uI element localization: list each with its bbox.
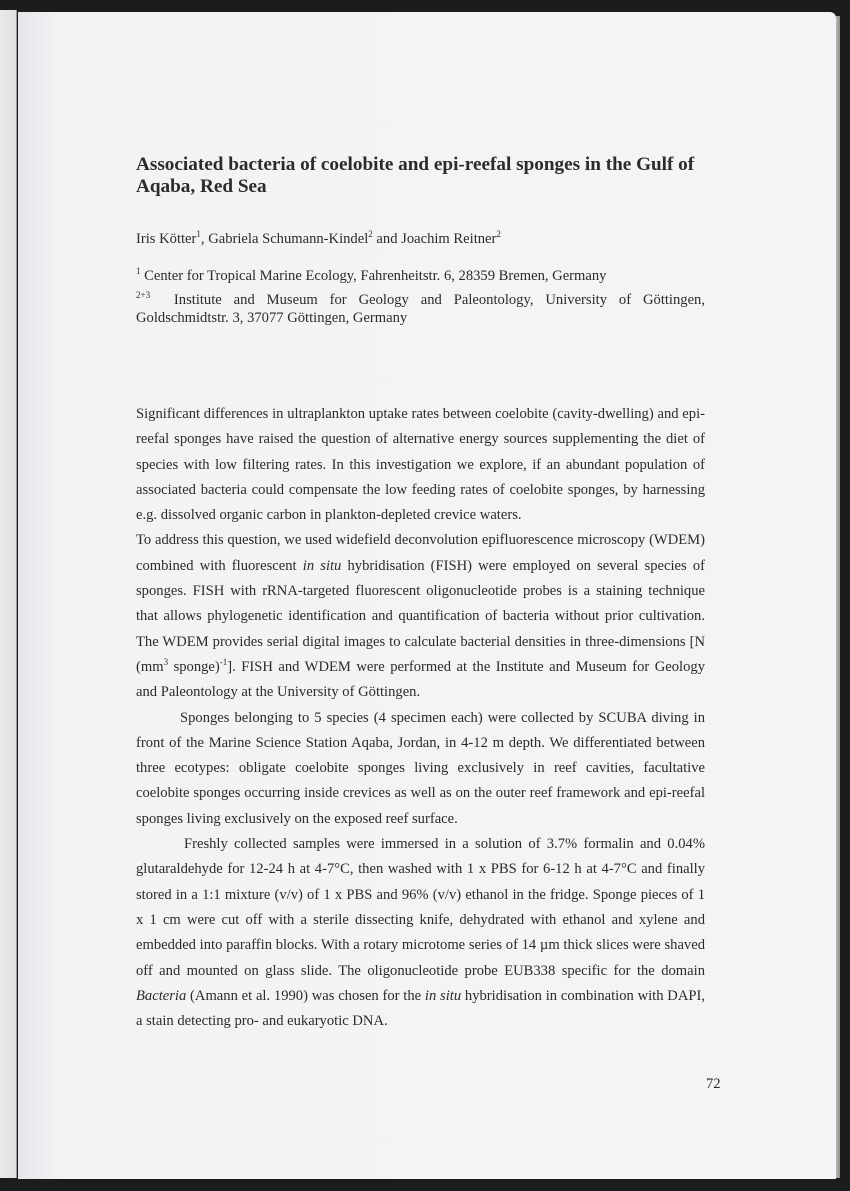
page-edge-shadow	[836, 16, 840, 1178]
author-affiliation-mark: 1	[196, 229, 201, 239]
author-affiliation-mark: 2	[368, 229, 373, 239]
italic-term: Bacteria	[136, 987, 187, 1004]
paragraph-preparation: Freshly collected samples were immersed in a solution of 3.7% formalin and 0.04% glutaraldehyde for 12-24 h at 4-7°C, then washed with 1 x PBS for 6-12 h at 4-7°C and finally stored in a 1:1 mixture (v/v) of 1 x PBS and 96% (v/v) ethanol in the fridge. Sponge pieces of 1 x 1 cm were cut off with a sterile dissecting knife, dehydrated with ethanol and xylene and embedded into paraffin blocks. With a rotary microtome series of 14 µm thick slices were shaved off and mounted on glass slide. The oligonucleotide probe EUB338 specific for the domain Bacteria (Amann et al. 1990) was chosen for the in situ hybridisation in combination with DAPI, a stain detecting pro- and eukaryotic DNA.	[136, 836, 705, 1030]
page-number: 72	[706, 1076, 721, 1092]
paragraph-intro: Significant differences in ultraplankton uptake rates between coelobite (cavity-dwelling) and epi-reefal sponges have raised the question of alternative energy sources supplementing the diet of species with low filtering rates. In this investigation we explore, if an abundant population of associated bacteria could compensate the low feeding rates of coelobite sponges, by harnessing e.g. dissolved organic carbon in plankton-depleted crevice waters.	[136, 406, 705, 524]
author-affiliation-mark: 2	[496, 229, 501, 239]
author-separator: ,	[200, 231, 209, 247]
affiliation-1	[136, 267, 606, 285]
affiliation-text: Institute and Museum for Geology and Paleontology, University of Göttingen, Goldschmidtstr. 3, 37077 Göttingen, Germany	[136, 292, 705, 326]
paragraph-methods-overview: To address this question, we used widefield deconvolution epifluorescence microscopy (WDEM) combined with fluorescent in situ hybridisation (FISH) were employed on several species of sponges. FISH with rRNA-targeted fluorescent oligonucleotide probes is a staining technique that allows phylogenetic identification and quantification of bacteria without prior cultivation. The WDEM provides serial digital images to calculate bacterial densities in three-dimensions [N ($mm^3$ sponge)$^{-1}$]. FISH and WDEM were performed at the Institute and Museum for Geology and Paleontology at the University of Göttingen.	[136, 532, 705, 701]
abstract-body	[136, 402, 705, 1034]
italic-term: in situ	[424, 987, 462, 1004]
paragraph-sampling: Sponges belonging to 5 species (4 specimen each) were collected by SCUBA diving in front of the Marine Science Station Aqaba, Jordan, in 4-12 m depth. We differentiated between three ecotypes: obligate coelobite sponges living exclusively in reef cavities, facultative coelobite sponges occurring inside crevices as well as on the outer reef framework and epi-reefal sponges living exclusively on the exposed reef surface.	[136, 709, 705, 827]
author-name: Gabriela Schumann-Kindel	[208, 231, 369, 247]
italic-term: in situ	[302, 557, 342, 574]
page	[18, 12, 836, 1179]
paper-title: Associated bacteria of coelobite and epi-reefal sponges in the Gulf of Aqaba, Red Sea	[136, 154, 695, 197]
affiliation-text: Center for Tropical Marine Ecology, Fahrenheitstr. 6, 28359 Bremen, Germany	[144, 268, 607, 284]
affiliation-2	[136, 291, 705, 327]
author-name: Joachim Reitner	[401, 231, 497, 247]
facing-page-edge	[0, 10, 17, 1178]
author-name: Iris Kötter	[136, 231, 197, 247]
affiliation-mark: 1	[136, 266, 141, 276]
author-separator: and	[372, 231, 402, 247]
affiliation-mark: 2+3	[136, 290, 151, 300]
author-list	[136, 230, 501, 248]
